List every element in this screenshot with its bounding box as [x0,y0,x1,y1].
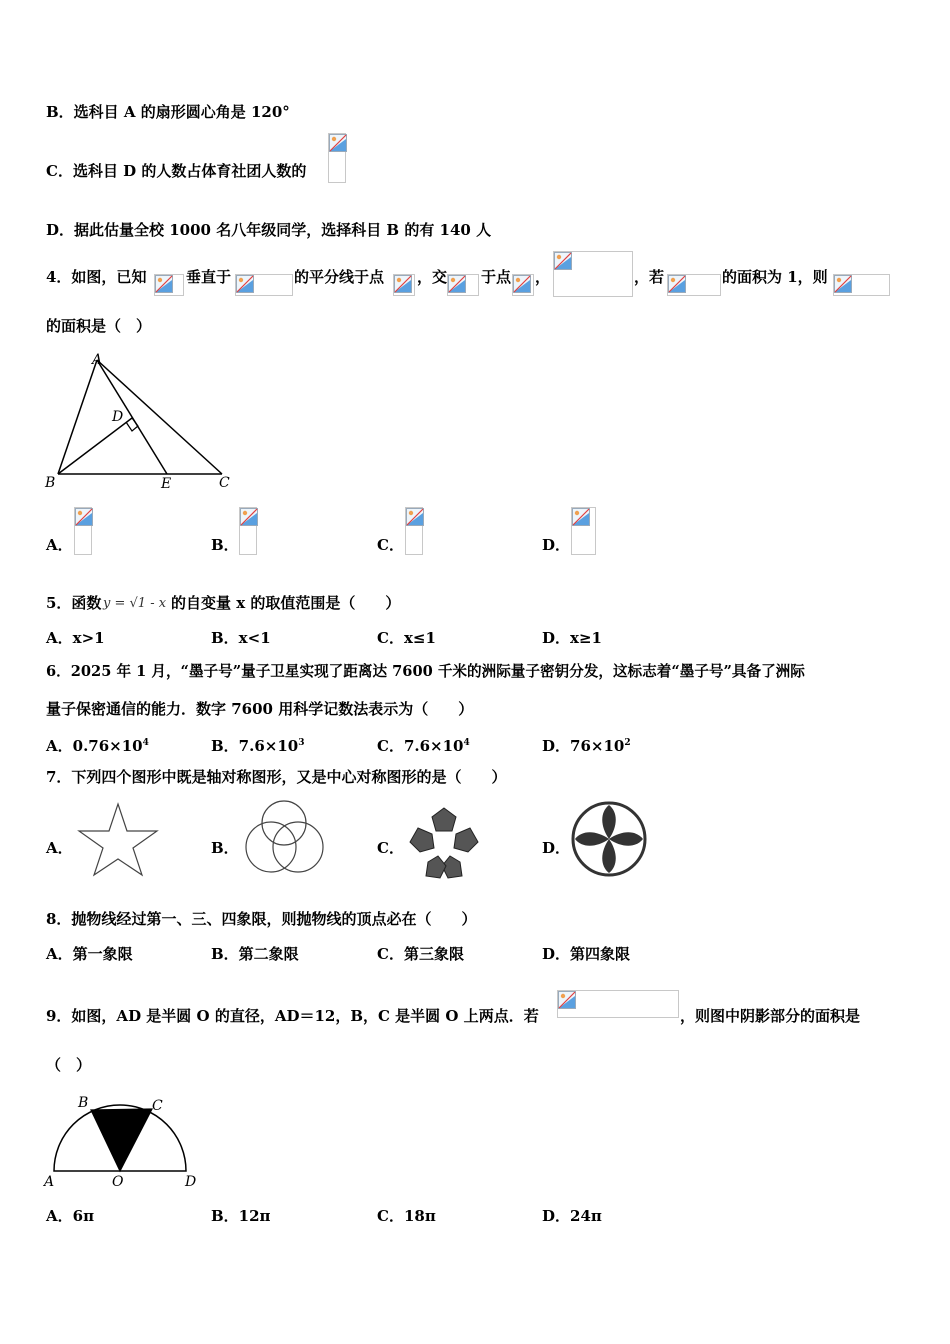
label-d: D [185,1174,197,1190]
q6-option-b: B．$7.6\times 10^3$ [211,737,305,755]
broken-image-icon [405,507,423,555]
q9-prefix: 9．如图，AD 是半圆 O 的直径，AD＝12，B，C 是半圆 O 上两点．若 [46,1007,539,1025]
broken-image-icon [571,507,596,555]
q4-text-8: 的面积为 1，则 [722,268,828,286]
q4-text-2: 垂直于 [186,268,232,286]
q6-line1: 6．2025 年 1 月，“墨子号”量子卫星实现了距离达 7600 千米的洲际量子密钥分发，这标志着“墨子号”具备了洲际 [46,663,805,680]
q5-option-b: B．x<1 [211,629,271,647]
q5-suffix: 的自变量 x 的取值范围是（ ） [171,594,401,612]
q6-option-d: D．$76\times 10^2$ [542,737,631,755]
broken-image-icon [154,274,184,296]
q5-prefix: 5．函数 [46,594,102,612]
star-shape [74,799,162,879]
broken-image-icon [235,274,293,296]
q3-option-b: B．选科目 A 的扇形圆心角是 120° [46,103,290,121]
q7-option-b: B． [211,839,239,857]
three-circles-shape [236,797,332,879]
q3-option-c: C．选科目 D 的人数占体育社团人数的 [46,162,307,180]
label-e: E [161,476,172,492]
q4-text-5: 于点 [481,268,512,286]
q4-option-d: D． [542,536,571,554]
broken-image-icon [557,990,679,1018]
q4-text-3: 的平分线于点 [294,268,385,286]
broken-image-icon [393,274,415,296]
q7-stem: 7．下列四个图形中既是轴对称图形，又是中心对称图形的是（ ） [46,768,507,786]
circle-petal-shape [570,800,648,878]
q4-triangle-figure [40,348,240,494]
q3-option-d: D．据此估量全校 1000 名八年级同学，选择科目 B 的有 140 人 [46,221,492,239]
broken-image-icon [447,274,479,296]
q9-line2: （ ） [46,1056,92,1074]
q6-line2: 量子保密通信的能力．数字 7600 用科学记数法表示为（ ） [46,700,474,718]
pentagon-pattern-shape [404,800,486,880]
q4-text-4: ，交 [417,268,448,286]
q9-suffix: ，则图中阴影部分的面积是 [680,1007,861,1025]
q9-option-a: A．6π [46,1207,95,1225]
broken-image-icon [328,133,346,183]
q4-option-c: C． [377,536,404,554]
q5-option-d: D．x≥1 [542,629,602,647]
q4-text-6: ， [535,268,551,286]
broken-image-icon [667,274,721,296]
q8-option-a: A．第一象限 [46,945,133,963]
q8-option-b: B．第二象限 [211,945,299,963]
q8-option-c: C．第三象限 [377,945,464,963]
q8-option-d: D．第四象限 [542,945,631,963]
label-a: A [92,352,103,368]
q4-option-b: B． [211,536,239,554]
q4-text-7: ，若 [634,268,665,286]
q7-option-d: D． [542,839,571,857]
q4-text-1: 4．如图，已知 [46,268,147,286]
q4-text-line2: 的面积是（ ） [46,317,152,335]
q4-option-a: A． [46,536,73,554]
broken-image-icon [239,507,257,555]
q6-option-c: C．$7.6\times 10^4$ [377,737,470,755]
label-d: D [112,409,124,425]
q7-option-a: A． [46,839,73,857]
label-b: B [78,1095,89,1111]
q7-option-c: C． [377,839,404,857]
label-c: C [219,475,230,491]
q9-semicircle-figure [40,1090,210,1190]
q9-option-b: B．12π [211,1207,271,1225]
broken-image-icon [74,507,92,555]
label-b: B [45,475,56,491]
q9-option-c: C．18π [377,1207,436,1225]
label-o: O [112,1174,124,1190]
broken-image-icon [833,274,890,296]
q5-option-c: C．x≤1 [377,629,436,647]
q8-stem: 8．抛物线经过第一、三、四象限，则抛物线的顶点必在（ ） [46,910,477,928]
q5-formula: y = √1 - x [103,596,167,611]
label-a: A [44,1174,55,1190]
label-c: C [152,1098,163,1114]
q5-option-a: A．x>1 [46,629,105,647]
broken-image-icon [512,274,534,296]
q9-option-d: D．24π [542,1207,602,1225]
q6-option-a: A．$0.76\times 10^4$ [46,737,149,755]
broken-image-icon [553,251,633,297]
